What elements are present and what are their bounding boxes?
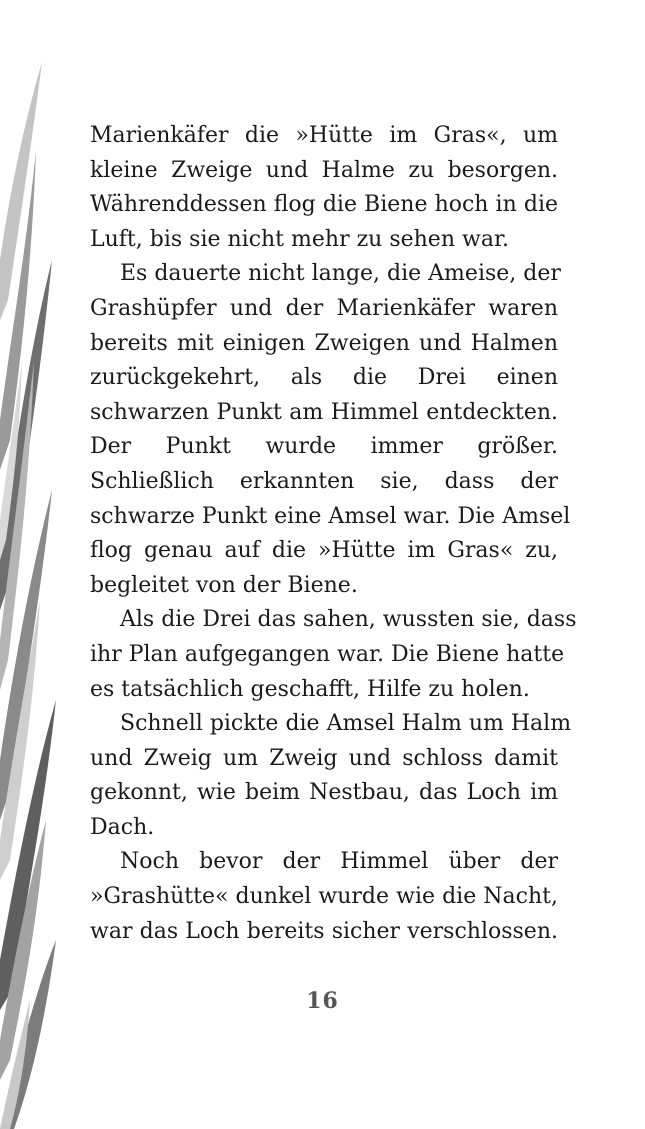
text-line: es tatsächlich geschafft, Hilfe zu holen. [90,676,530,702]
page-number: 16 [306,988,339,1014]
text-line: war das Loch bereits sicher verschlossen. [90,918,558,944]
paragraph-4 [90,707,572,845]
text-line: Schließlich erkannten sie, dass der [90,468,558,494]
text-line: flog genau auf die »Hütte im Gras« zu, [90,538,558,564]
text-line: zurückgekehrt, als die Drei einen [90,365,558,391]
text-line: Als die Drei das sahen, wussten sie, dass [120,607,577,633]
text-line: schwarze Punkt eine Amsel war. Die Amsel [90,503,571,529]
text-line: Währenddessen flog die Biene hoch in die [90,192,558,218]
text-line: gekonnt, wie beim Nestbau, das Loch im [90,780,558,806]
text-line: Dach. [90,814,155,840]
text-line: »Grashütte« dunkel wurde wie die Nacht, [90,884,558,910]
text-line: Es dauerte nicht lange, die Ameise, der [120,261,561,287]
text-line: Der Punkt wurde immer größer. [90,434,558,460]
text-line: bereits mit einigen Zweigen und Halmen [90,330,558,356]
text-line: schwarzen Punkt am Himmel entdeckten. [90,399,558,425]
text-line: ihr Plan aufgegangen war. Die Biene hatte [90,641,565,667]
text-line: Luft, bis sie nicht mehr zu sehen war. [90,226,510,252]
grass-decoration [0,0,90,1129]
text-line: Schnell pickte die Amsel Halm um Halm [120,711,572,737]
text-line: und Zweig um Zweig und schloss damit [90,745,558,771]
text-line: kleine Zweige und Halme zu besorgen. [90,157,558,183]
text-line: Marienkäfer die »Hütte im Gras«, um [90,123,558,148]
paragraph-3 [90,603,577,707]
paragraph-2 [90,257,571,603]
text-line: Noch bevor der Himmel über der [120,849,558,875]
paragraph-1 [90,119,558,257]
text-line: begleitet von der Biene. [90,572,358,598]
text-line: Grashüpfer und der Marienkäfer waren [90,295,558,321]
story-text [90,119,577,949]
paragraph-5 [90,845,558,949]
